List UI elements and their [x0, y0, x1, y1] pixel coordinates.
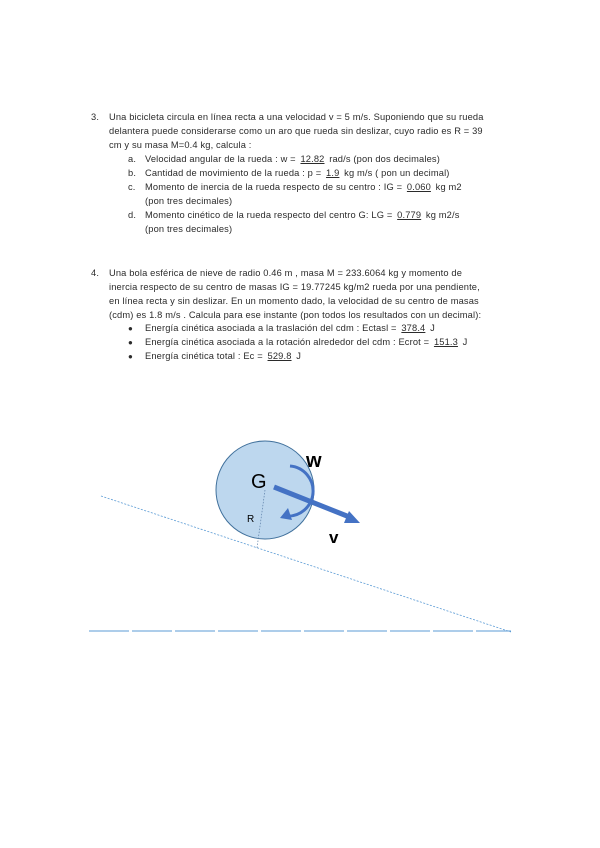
item-a: Velocidad angular de la rueda : w = 12.82 rad/s (pon dos decimales): [145, 154, 440, 164]
item-c-answer: 0.060: [406, 182, 431, 192]
problem4-line2: inercia respecto de su centro de masas IG = 19.77245 kg/m2 rueda por una pendiente,: [109, 282, 480, 292]
problem4-line4: (cdm) es 1.8 m/s . Calcula para ese instante (pon todos los resultados con un decimal):: [109, 310, 482, 320]
problem4-line1: Una bola esférica de nieve de radio 0.46 m , masa M = 233.6064 kg y momento de: [109, 268, 463, 278]
item-d-letter: d.: [128, 210, 137, 220]
problem3-line2: delantera puede considerarse como un aro que rueda sin deslizar, cuyo radio es R = 39: [109, 126, 483, 136]
item-a-answer: 12.82: [300, 154, 325, 164]
item-c: Momento de inercia de la rueda respecto de su centro : IG = 0.060 kg m2: [145, 182, 462, 192]
bullet-translation: Energía cinética asociada a la traslación del cdm : Ectasl = 378.4 J: [145, 323, 435, 333]
item-d: Momento cinético de la rueda respecto del centro G: LG = 0.779 kg m2/s: [145, 210, 460, 220]
velocity-label: v: [329, 528, 339, 547]
item-b: Cantidad de movimiento de la rueda : p = 1.9 kg m/s ( pon un decimal): [145, 168, 450, 178]
center-label: G: [251, 471, 267, 493]
item-d-note: (pon tres decimales): [145, 224, 233, 234]
radius-label: R: [247, 514, 255, 525]
item-d-answer: 0.779: [397, 210, 422, 220]
problem3-line1: Una bicicleta circula en línea recta a una velocidad v = 5 m/s. Suponiendo que su rueda: [109, 112, 484, 122]
problem4-number: 4.: [91, 268, 100, 278]
item-c-letter: c.: [128, 182, 136, 192]
problem3-line3: cm y su masa M=0.4 kg, calcula :: [109, 140, 252, 150]
bullet-icon: ●: [128, 338, 133, 347]
ec-total-answer: 529.8: [267, 351, 292, 361]
problem4-line3: en línea recta y sin deslizar. En un momento dado, la velocidad de su centro de masas: [109, 296, 479, 306]
bullet-icon: ●: [128, 352, 133, 361]
item-c-note: (pon tres decimales): [145, 196, 233, 206]
ec-translation-answer: 378.4: [401, 323, 426, 333]
omega-label: w: [306, 450, 322, 472]
bullet-icon: ●: [128, 324, 133, 333]
bullet-total: Energía cinética total : Ec = 529.8 J: [145, 351, 302, 361]
problem3-number: 3.: [91, 112, 100, 122]
ec-rotation-answer: 151.3: [433, 337, 458, 347]
item-b-letter: b.: [128, 168, 137, 178]
bullet-rotation: Energía cinética asociada a la rotación alrededor del cdm : Ecrot = 151.3 J: [145, 337, 468, 347]
item-a-letter: a.: [128, 154, 137, 164]
item-b-answer: 1.9: [326, 168, 340, 178]
